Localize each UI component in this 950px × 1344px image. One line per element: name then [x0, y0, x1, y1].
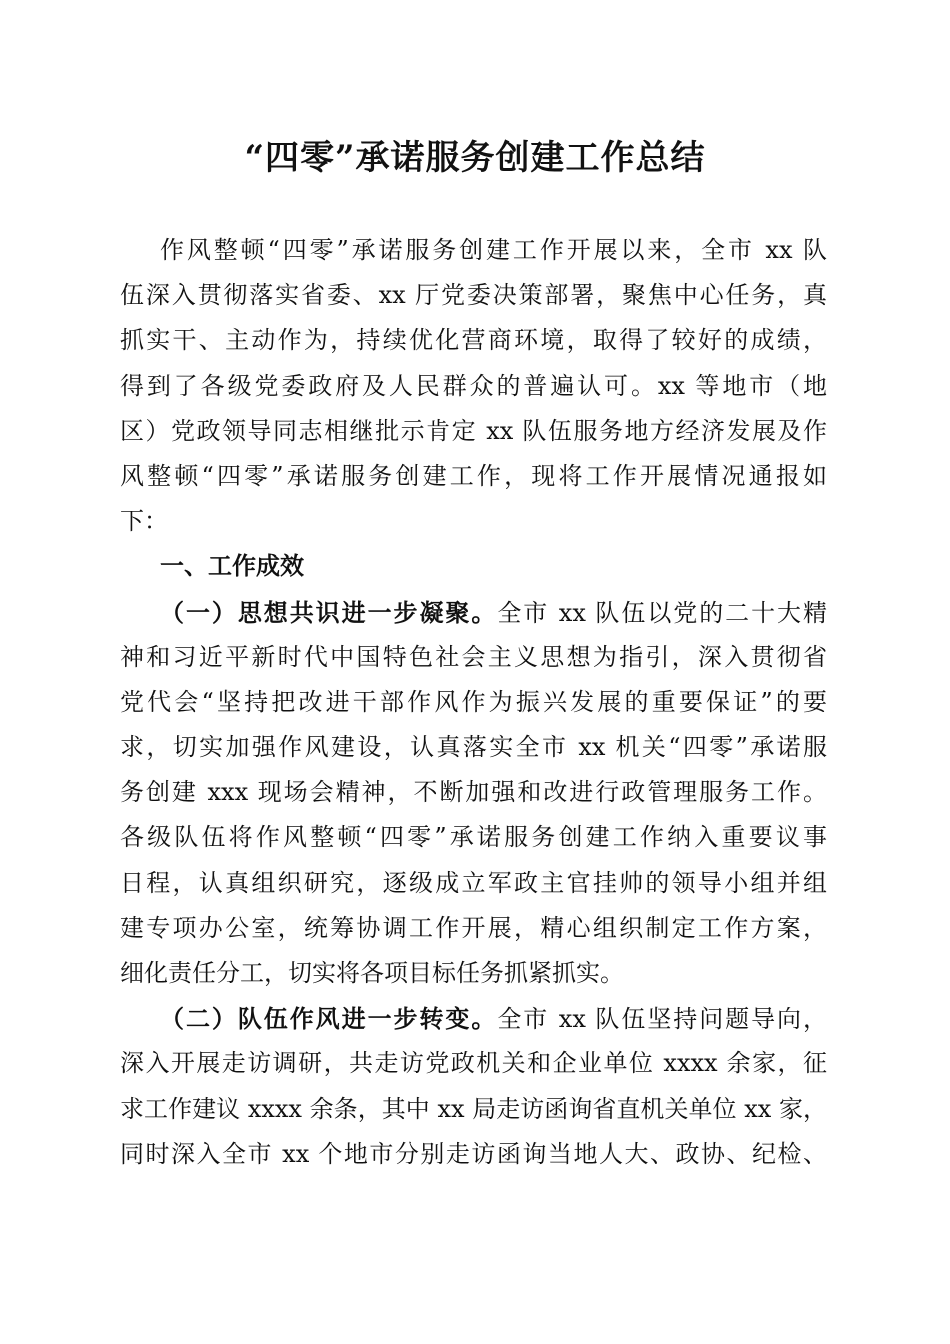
document-body: [0, 228, 950, 1177]
section-heading: 一、工作成效: [160, 552, 304, 581]
item-lead: （二）队伍作风进一步转变。: [160, 1004, 498, 1034]
paragraph-line: 风整顿“四零”承诺服务创建工作，现将工作开展情况通报如: [120, 461, 827, 490]
paragraph-line: 深入开展走访调研，共走访党政机关和企业单位 xxxx 余家，征: [120, 1049, 827, 1078]
paragraph-line: 日程，认真组织研究，逐级成立军政主官挂帅的领导小组并组: [120, 868, 827, 897]
paragraph-line: 伍深入贯彻落实省委、xx 厅党委决策部署，聚焦中心任务，真: [120, 281, 827, 310]
paragraph-line: 神和习近平新时代中国特色社会主义思想为指引，深入贯彻省: [120, 642, 827, 671]
document-title: “四零”承诺服务创建工作总结: [244, 138, 706, 178]
paragraph-line: 党代会“坚持把改进干部作风作为振兴发展的重要保证”的要: [120, 687, 827, 716]
item-lead: （一）思想共识进一步凝聚。: [160, 597, 498, 627]
item-first-line: [0, 590, 950, 635]
paragraph-line: 作风整顿“四零”承诺服务创建工作开展以来，全市 xx 队: [160, 236, 827, 264]
paragraph-line: 得到了各级党委政府及人民群众的普遍认可。xx 等地市（地: [120, 371, 827, 400]
paragraph-line: 下：: [120, 507, 168, 536]
paragraph-line: 求，切实加强作风建设，认真落实全市 xx 机关“四零”承诺服: [120, 733, 827, 762]
paragraph-line: 同时深入全市 xx 个地市分别走访函询当地人大、政协、纪检、: [120, 1139, 827, 1168]
item-first-line-text: 全市 xx 队伍以党的二十大精: [497, 598, 828, 627]
item-first-line-text: 全市 xx 队伍坚持问题导向，: [497, 1005, 828, 1034]
paragraph-line: 抓实干、主动作为，持续优化营商环境，取得了较好的成绩，: [120, 326, 827, 355]
item-first-line: [0, 996, 950, 1041]
paragraph-line: 各级队伍将作风整顿“四零”承诺服务创建工作纳入重要议事: [120, 823, 827, 852]
paragraph-line: 细化责任分工，切实将各项目标任务抓紧抓实。: [120, 959, 624, 987]
paragraph-line: 求工作建议 xxxx 余条，其中 xx 局走访函询省直机关单位 xx 家，: [120, 1094, 827, 1123]
paragraph-line: 区）党政领导同志相继批示肯定 xx 队伍服务地方经济发展及作: [120, 416, 827, 445]
paragraph-line: 建专项办公室，统筹协调工作开展，精心组织制定工作方案，: [120, 913, 827, 942]
paragraph-line: 务创建 xxx 现场会精神，不断加强和改进行政管理服务工作。: [120, 778, 827, 807]
